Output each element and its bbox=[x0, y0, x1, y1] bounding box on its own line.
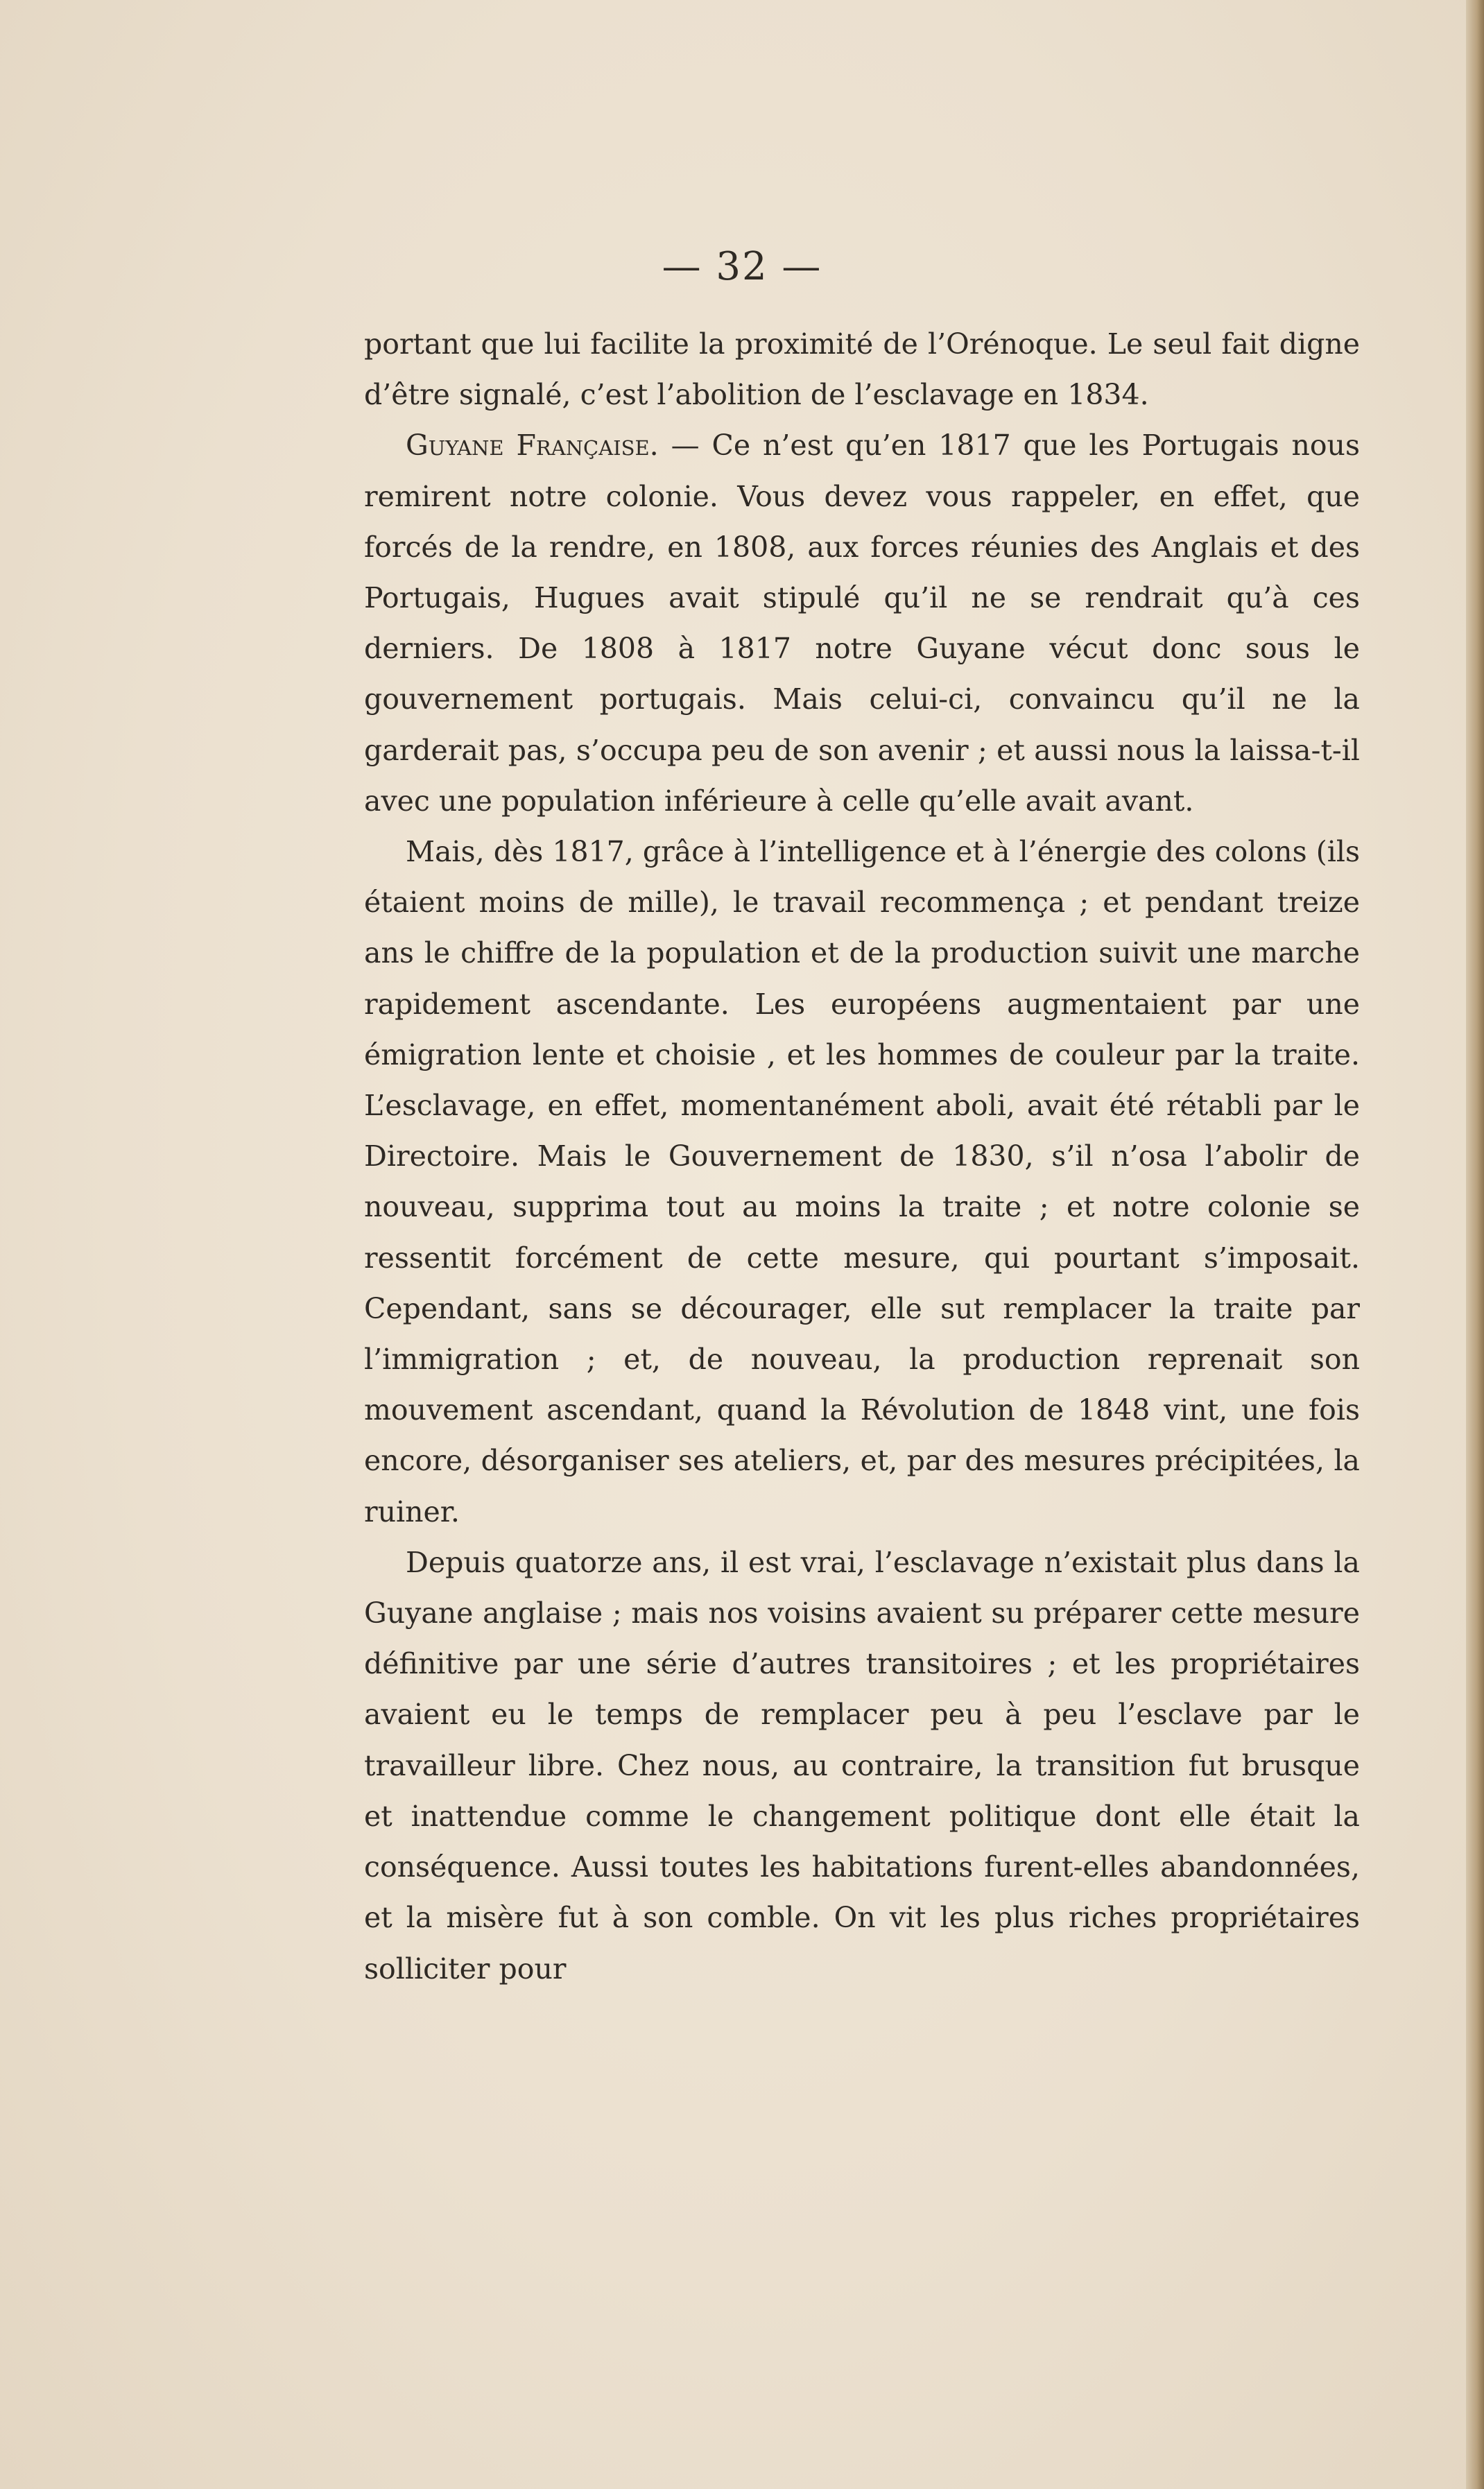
page-edge bbox=[1466, 0, 1484, 2489]
paragraph bbox=[364, 420, 1360, 827]
body-text bbox=[364, 319, 1360, 1995]
paragraph-text: Depuis quatorze ans, il est vrai, l’esclavage n’existait plus dans la Guyane anglaise ; mais nos voisins avaient su préparer cette mesure définitive par une série d’autres transitoires ; et les propriétaires avaient eu le temps de remplacer peu à peu l’esclave par le travailleur libre. Chez nous, au contraire, la transition fut brusque et inattendue comme le changement politique dont elle était la conséquence. Aussi toutes les habitations furent-elles abandonnées, et la misère fut à son comble. On vit les plus riches propriétaires solliciter pour bbox=[364, 1545, 1360, 1986]
paragraph bbox=[364, 319, 1360, 420]
paragraph-text: portant que lui facilite la proximité de l’Orénoque. Le seul fait digne d’être signalé, c’est l’abolition de l’esclavage en 1834. bbox=[364, 327, 1360, 412]
paragraph-text: Mais, dès 1817, grâce à l’intelligence et à l’énergie des colons (ils étaient moins de mille), le travail recommença ; et pendant treize ans le chiffre de la population et de la production suivit une marche rapidement ascendante. Les européens augmentaient par une émigration lente et choisie , et les hommes de couleur par la traite. L’esclavage, en effet, momentanément aboli, avait été rétabli par le Directoire. Mais le Gouvernement de 1830, s’il n’osa l’abolir de nouveau, supprima tout au moins la traite ; et notre colonie se ressentit forcément de cette mesure, qui pourtant s’imposait. Cependant, sans se décourager, elle sut remplacer la traite par l’immigration ; et, de nouveau, la production reprenait son mouvement ascendant, quand la Révolution de 1848 vint, une fois encore, désorganiser ses ateliers, et, par des mesures précipitées, la ruiner. bbox=[364, 835, 1360, 1528]
paragraph bbox=[364, 1538, 1360, 1995]
page-number: — 32 — bbox=[662, 244, 822, 289]
section-heading: Guyane Française. bbox=[406, 429, 659, 463]
paragraph-text: — Ce n’est qu’en 1817 que les Portugais nous remirent notre colonie. Vous devez vous rappeler, en effet, que forcés de la rendre, en 1808, aux forces réunies des Anglais et des Portugais, Hugues avait stipulé qu’il ne se rendrait qu’à ces derniers. De 1808 à 1817 notre Guyane vécut donc sous le gouvernement portugais. Mais celui-ci, convaincu qu’il ne la garderait pas, s’occupa peu de son avenir ; et aussi nous la laissa-t-il avec une population inférieure à celle qu’elle avait avant. bbox=[364, 429, 1360, 818]
paragraph bbox=[364, 827, 1360, 1538]
